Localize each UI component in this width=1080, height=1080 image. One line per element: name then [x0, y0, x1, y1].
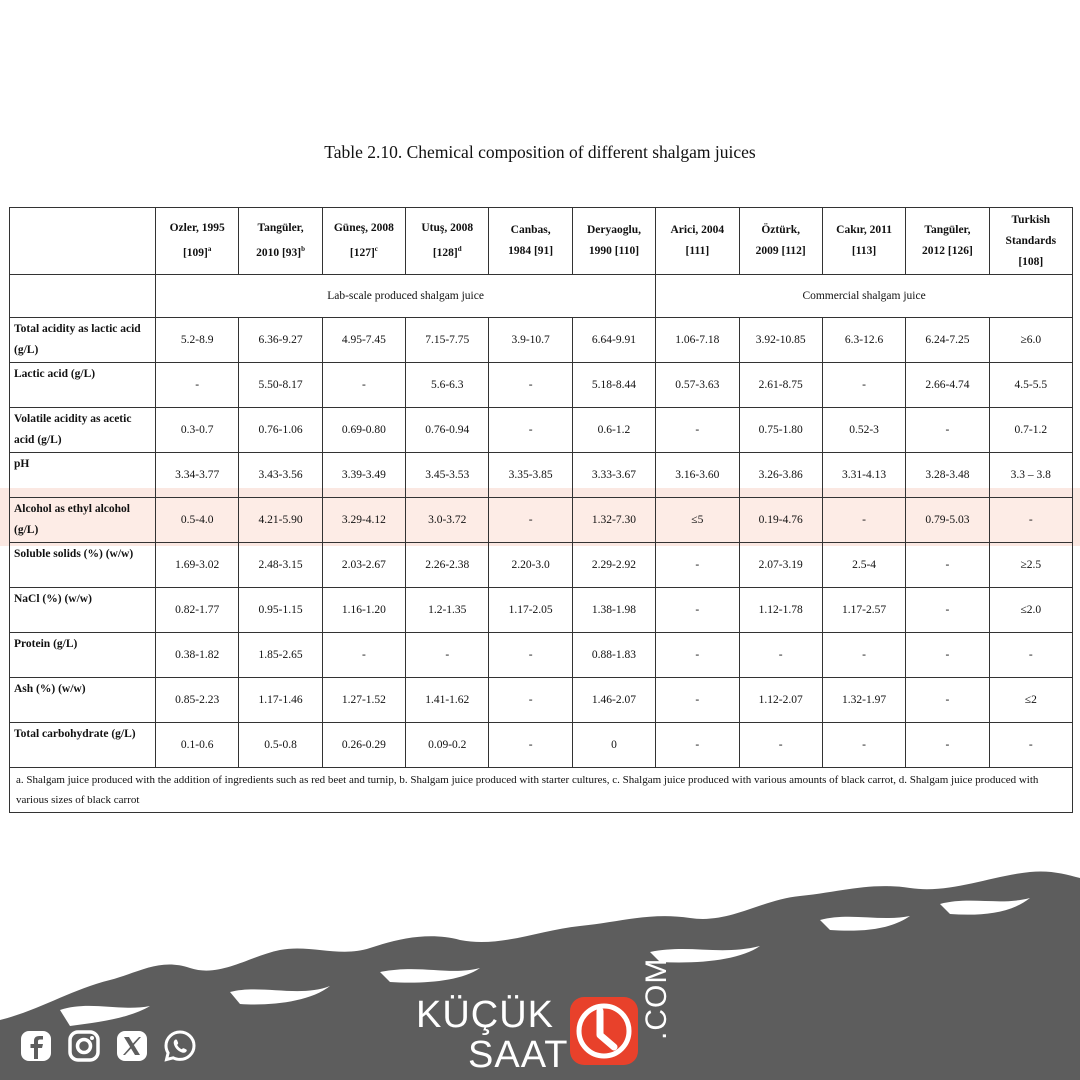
table-cell: -: [322, 633, 405, 678]
table-cell: 0.26-0.29: [322, 723, 405, 768]
table-cell: -: [489, 678, 572, 723]
column-header: [822, 208, 905, 275]
table-cell: -: [822, 363, 905, 408]
column-header: [906, 208, 989, 275]
scale-corner: [10, 275, 156, 318]
column-header-line2: 1990 [110]: [588, 245, 640, 257]
table-cell: 1.12-2.07: [739, 678, 822, 723]
column-header-line2: [109]: [182, 246, 208, 259]
column-header: [406, 208, 489, 275]
group-lab: Lab-scale produced shalgam juice: [156, 275, 656, 318]
row-label: NaCl (%) (w/w): [10, 588, 156, 633]
data-rows: [10, 318, 1073, 768]
footnote-marker: d: [457, 245, 462, 254]
table-cell: 7.15-7.75: [406, 318, 489, 363]
column-header: [656, 208, 739, 275]
table-cell: ≤2.0: [989, 588, 1072, 633]
table-cell: -: [906, 633, 989, 678]
table-cell: 2.61-8.75: [739, 363, 822, 408]
table-cell: ≥6.0: [989, 318, 1072, 363]
table-cell: ≤5: [656, 498, 739, 543]
table-cell: 2.48-3.15: [239, 543, 322, 588]
table-row: [10, 498, 1073, 543]
table-cell: 2.66-4.74: [906, 363, 989, 408]
table-row: [10, 588, 1073, 633]
table-cell: -: [322, 363, 405, 408]
table-cell: 6.64-9.91: [572, 318, 655, 363]
scale-row: [10, 275, 1073, 318]
column-header-line1: Cakır, 2011: [836, 224, 892, 236]
column-header-line1: Tangüler,: [257, 222, 304, 235]
header-corner: [10, 208, 156, 275]
column-header-line2: 1984 [91]: [508, 245, 554, 257]
table-cell: 2.26-2.38: [406, 543, 489, 588]
whatsapp-icon[interactable]: [160, 1026, 200, 1066]
table-row: [10, 723, 1073, 768]
table-cell: 3.35-3.85: [489, 453, 572, 498]
composition-table: [9, 207, 1073, 813]
column-header-line1: Canbas,: [510, 224, 551, 236]
table-cell: 0.79-5.03: [906, 498, 989, 543]
table-cell: 1.17-1.46: [239, 678, 322, 723]
row-label: Volatile acidity as acetic acid (g/L): [10, 408, 156, 453]
table-cell: 1.32-1.97: [822, 678, 905, 723]
row-label: Total carbohydrate (g/L): [10, 723, 156, 768]
table-cell: -: [489, 723, 572, 768]
column-header-line2: [113]: [851, 245, 877, 257]
table-cell: -: [656, 723, 739, 768]
column-header: [489, 208, 572, 275]
facebook-icon[interactable]: [16, 1026, 56, 1066]
table-cell: 0.7-1.2: [989, 408, 1072, 453]
table-cell: 1.17-2.05: [489, 588, 572, 633]
brand-word-bottom: SAAT: [468, 1034, 569, 1076]
table-cell: 1.85-2.65: [239, 633, 322, 678]
table-caption: Table 2.10. Chemical composition of different shalgam juices: [324, 142, 756, 162]
table-cell: 1.12-1.78: [739, 588, 822, 633]
table-cell: 1.41-1.62: [406, 678, 489, 723]
table-cell: 0.85-2.23: [156, 678, 239, 723]
column-header-line3: [108]: [1018, 255, 1044, 268]
table-row: [10, 408, 1073, 453]
table-row: [10, 678, 1073, 723]
column-header-line1: Utuş, 2008: [421, 222, 474, 235]
table-cell: 0.52-3: [822, 408, 905, 453]
table-row: [10, 363, 1073, 408]
instagram-icon[interactable]: [64, 1026, 104, 1066]
table-cell: 3.39-3.49: [322, 453, 405, 498]
table-cell: 5.50-8.17: [239, 363, 322, 408]
table-cell: 2.07-3.19: [739, 543, 822, 588]
table-cell: 0.57-3.63: [656, 363, 739, 408]
footnote-marker: b: [301, 245, 306, 254]
column-header-line2: [127]: [349, 246, 375, 259]
table-cell: -: [656, 588, 739, 633]
table-cell: 0.88-1.83: [572, 633, 655, 678]
column-header-line2: 2012 [126]: [922, 245, 973, 257]
table-cell: -: [656, 408, 739, 453]
column-header: [156, 208, 239, 275]
table-row: [10, 318, 1073, 363]
column-header: [739, 208, 822, 275]
table-cell: 0.3-0.7: [156, 408, 239, 453]
table-cell: 6.24-7.25: [906, 318, 989, 363]
column-header-line1: Tangüler,: [924, 224, 971, 236]
table-cell: -: [489, 498, 572, 543]
column-header: [989, 208, 1072, 275]
table-cell: 2.03-2.67: [322, 543, 405, 588]
table-cell: -: [822, 498, 905, 543]
column-header-line1: Arici, 2004: [670, 224, 725, 236]
table-cell: -: [822, 723, 905, 768]
table-cell: 0.69-0.80: [322, 408, 405, 453]
group-commercial: Commercial shalgam juice: [656, 275, 1073, 318]
table-cell: -: [656, 678, 739, 723]
table-cell: 3.43-3.56: [239, 453, 322, 498]
table-cell: 1.46-2.07: [572, 678, 655, 723]
column-header-line1: Öztürk,: [761, 224, 801, 236]
table-cell: 6.36-9.27: [239, 318, 322, 363]
table-row: [10, 543, 1073, 588]
table-cell: 0.1-0.6: [156, 723, 239, 768]
table-cell: 3.31-4.13: [822, 453, 905, 498]
column-header-line1: Ozler, 1995: [169, 222, 225, 235]
table-cell: -: [739, 723, 822, 768]
table-cell: 0.76-1.06: [239, 408, 322, 453]
table-cell: 5.6-6.3: [406, 363, 489, 408]
table-cell: 3.28-3.48: [906, 453, 989, 498]
column-header-line1: Deryaoglu,: [586, 224, 641, 236]
table-cell: -: [989, 723, 1072, 768]
table-cell: -: [989, 633, 1072, 678]
row-label: Lactic acid (g/L): [10, 363, 156, 408]
table-cell: ≤2: [989, 678, 1072, 723]
table-cell: 3.16-3.60: [656, 453, 739, 498]
column-header-line1: Turkish: [1011, 213, 1051, 226]
table-cell: 3.92-10.85: [739, 318, 822, 363]
footnote-row: [10, 768, 1073, 813]
column-header-line2: 2010 [93]: [256, 246, 302, 259]
table-cell: ≥2.5: [989, 543, 1072, 588]
table-cell: 5.18-8.44: [572, 363, 655, 408]
table-cell: 6.3-12.6: [822, 318, 905, 363]
table-cell: -: [906, 543, 989, 588]
x-icon[interactable]: [112, 1026, 152, 1066]
table-cell: -: [906, 678, 989, 723]
table-cell: 3.9-10.7: [489, 318, 572, 363]
table-cell: -: [739, 633, 822, 678]
table-cell: 0.5-0.8: [239, 723, 322, 768]
table-cell: 1.38-1.98: [572, 588, 655, 633]
table-cell: 1.16-1.20: [322, 588, 405, 633]
table-cell: 4.21-5.90: [239, 498, 322, 543]
column-header-line1: Güneş, 2008: [333, 222, 394, 235]
table-cell: 1.17-2.57: [822, 588, 905, 633]
table-cell: -: [906, 723, 989, 768]
column-header: [572, 208, 655, 275]
table-cell: 4.5-5.5: [989, 363, 1072, 408]
table-cell: 3.45-3.53: [406, 453, 489, 498]
table-cell: 0.09-0.2: [406, 723, 489, 768]
row-label: Total acidity as lactic acid (g/L): [10, 318, 156, 363]
brand-word-top: KÜÇÜK: [416, 994, 555, 1036]
table-cell: 0.38-1.82: [156, 633, 239, 678]
social-icons: [16, 1026, 200, 1066]
column-header: [322, 208, 405, 275]
table-cell: 0.82-1.77: [156, 588, 239, 633]
table-cell: 4.95-7.45: [322, 318, 405, 363]
footnote-marker: a: [207, 245, 212, 254]
table-cell: -: [489, 408, 572, 453]
table-cell: 0.76-0.94: [406, 408, 489, 453]
clock-logo-icon[interactable]: [568, 995, 640, 1067]
table-cell: -: [989, 498, 1072, 543]
row-label: Protein (g/L): [10, 633, 156, 678]
table-row: [10, 453, 1073, 498]
table-cell: 1.06-7.18: [656, 318, 739, 363]
table-cell: -: [489, 633, 572, 678]
table-cell: 0.5-4.0: [156, 498, 239, 543]
table-cell: 5.2-8.9: [156, 318, 239, 363]
table-cell: 1.2-1.35: [406, 588, 489, 633]
table-cell: -: [489, 363, 572, 408]
row-label: Soluble solids (%) (w/w): [10, 543, 156, 588]
table-cell: 0.95-1.15: [239, 588, 322, 633]
table-cell: -: [906, 588, 989, 633]
row-label: Ash (%) (w/w): [10, 678, 156, 723]
table-cell: 3.26-3.86: [739, 453, 822, 498]
table-cell: 3.33-3.67: [572, 453, 655, 498]
table-cell: -: [656, 543, 739, 588]
table-cell: 3.34-3.77: [156, 453, 239, 498]
table-cell: 2.29-2.92: [572, 543, 655, 588]
table-cell: 1.32-7.30: [572, 498, 655, 543]
table-cell: 3.3 – 3.8: [989, 453, 1072, 498]
footnote-marker: c: [374, 245, 378, 254]
column-header: [239, 208, 322, 275]
table-cell: -: [156, 363, 239, 408]
column-header-line2: [111]: [685, 245, 710, 257]
row-label: pH: [10, 453, 156, 498]
column-header-line2: Standards: [1005, 234, 1057, 247]
table-cell: -: [906, 408, 989, 453]
table-cell: 2.20-3.0: [489, 543, 572, 588]
column-header-line2: 2009 [112]: [755, 245, 806, 257]
header-row: [10, 208, 1073, 275]
table-cell: 1.27-1.52: [322, 678, 405, 723]
column-header-line2: [128]: [432, 246, 458, 259]
table-cell: 0.19-4.76: [739, 498, 822, 543]
table-row: [10, 633, 1073, 678]
footnote: a. Shalgam juice produced with the addition of ingredients such as red beet and turnip, b. Shalgam juice produced with starter cultures, c. Shalgam juice produced with various amounts of black carrot, d. Shalgam juice produced with various sizes of black carrot: [10, 768, 1073, 813]
table-cell: -: [822, 633, 905, 678]
table-cell: 0.75-1.80: [739, 408, 822, 453]
table-cell: 3.0-3.72: [406, 498, 489, 543]
table-cell: 2.5-4: [822, 543, 905, 588]
table-cell: 0: [572, 723, 655, 768]
table-cell: -: [406, 633, 489, 678]
row-label: Alcohol as ethyl alcohol (g/L): [10, 498, 156, 543]
brand-suffix: .COM: [640, 957, 673, 1040]
table-cell: -: [656, 633, 739, 678]
table-cell: 1.69-3.02: [156, 543, 239, 588]
table-cell: 0.6-1.2: [572, 408, 655, 453]
table-cell: 3.29-4.12: [322, 498, 405, 543]
